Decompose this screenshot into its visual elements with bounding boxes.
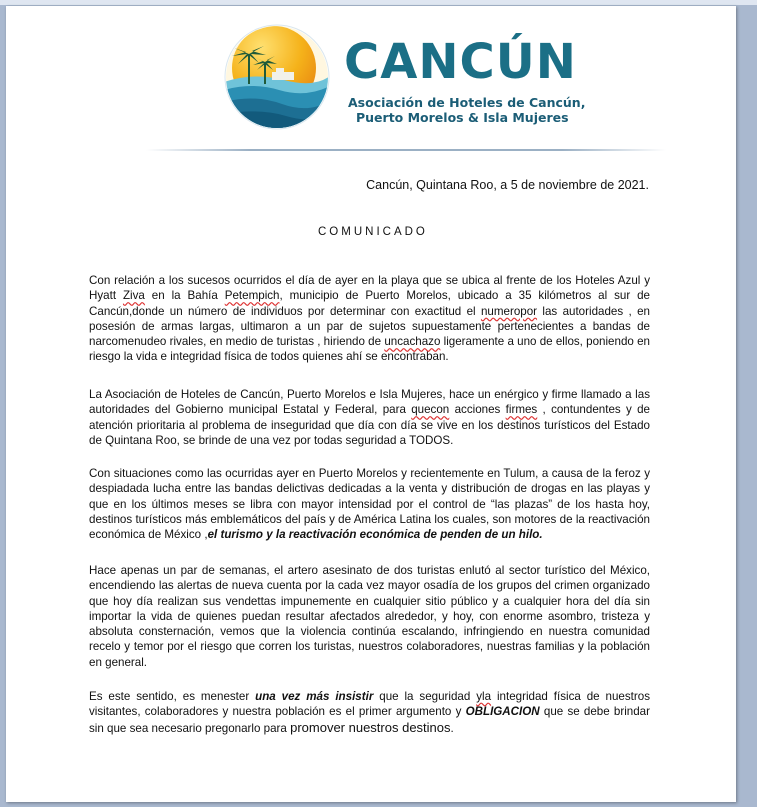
paragraph-4: Hace apenas un par de semanas, el artero asesinato de dos turistas enlutó al sector turístico del México, encendiendo las alertas de nueva cuenta por la cada vez mayor osadía de los grupos del crimen organizado que hoy día realizan sus vendettas impunemente en cualquier sitio público y a cualquier hora del día sin importar la vida de quienes puedan resultar afectados alrededor, y hoy, con enorme asombro, tristeza y absoluta consternación, vemos que la violencia continúa escalando, infringiendo en nuestra comunidad recelo y temor por el riesgo que corren los turistas, nuestros colaboradores, nuestras familias y la población en general. xyxy=(89,564,650,669)
cancun-logo-icon xyxy=(224,24,330,130)
window-top-strip xyxy=(0,0,757,5)
document-heading: COMUNICADO xyxy=(318,226,428,238)
brand-subtitle-line-2: Puerto Morelos & Isla Mujeres xyxy=(356,110,569,125)
paragraph-2: La Asociación de Hoteles de Cancún, Puerto Morelos e Isla Mujeres, hace un enérgico y firme llamado a las autoridades del Gobierno municipal Estatal y Federal, para quecon acciones firmes , contundentes y de atención prioritaria al problema de inseguridad que día con día se vive en los destinos turísticos del Estado de Quintana Roo, se brinde de una vez por todas seguridad a TODOS. xyxy=(89,388,651,447)
brand-title: CANCÚN xyxy=(344,34,577,90)
paragraph-1: Con relación a los sucesos ocurridos el día de ayer en la playa que se ubica al frente de los Hoteles Azul y Hyatt Ziva en la Bahía Petempich, municipio de Puerto Morelos, ubicado a 35 kilómetros al sur de Cancún,donde un número de individuos por determinar con exactitud el numeropor las autoridades , en posesión de armas largas, ultimaron a un par de sujetos supuestamente pertenecientes a bandas de narcomenudeo rivales, en medio de turistas , hiriendo de uncachazo ligeramente a uno de ellos, poniendo en riesgo la vida e integridad física de todos quienes ahí se encontraban. xyxy=(89,274,651,364)
date-line: Cancún, Quintana Roo, a 5 de noviembre de 2021. xyxy=(366,178,649,192)
brand-subtitle xyxy=(348,95,585,125)
brand-subtitle-line-1: Asociación de Hoteles de Cancún, xyxy=(348,95,586,110)
emphasis-text: el turismo y la reactivación económica de penden de un hilo. xyxy=(207,528,543,542)
paragraph-5: Es este sentido, es menester una vez más insistir que la seguridad yla integridad física de nuestros visitantes, colaboradores y nuestra población es el primer argumento y OBLIGACION que se debe brindar sin que sea necesario pregonarlo para promover nuestros destinos. xyxy=(89,690,650,735)
paragraph-3: Con situaciones como las ocurridas ayer en Puerto Morelos y recientemente en Tulum, a causa de la feroz y despiadada lucha entre las bandas delictivas dedicadas a la venta y distribución de drogas en las playas y que en los últimos meses se libra con mayor intensidad por el control de “las plazas” de los hasta hoy, destinos turísticos más emblemáticos del país y de América Latina los cuales, son motores de la reactivación económica de México ,el turismo y la reactivación económica de penden de un hilo. xyxy=(89,467,650,542)
header-divider xyxy=(146,149,666,151)
